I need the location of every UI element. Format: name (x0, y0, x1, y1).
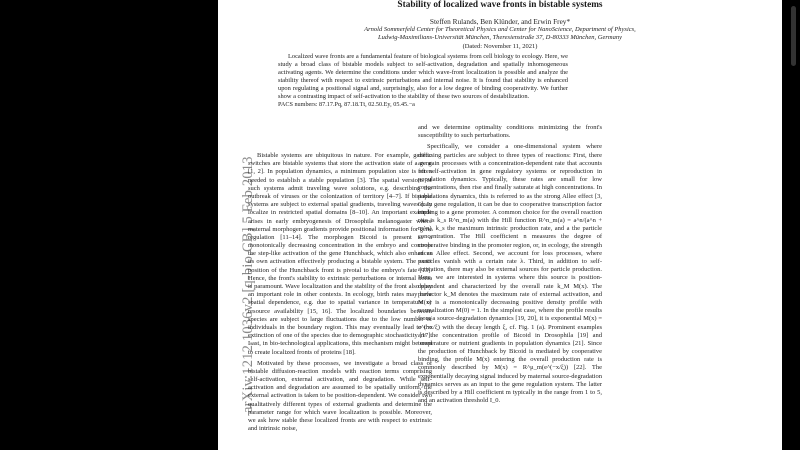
paper-authors: Steffen Rulands, Ben Klünder, and Erwin Frey* (429, 17, 571, 26)
right-column (418, 124, 602, 408)
arxiv-identifier[interactable]: arXiv:1212.1036v2 [q-bio.CB] 5 Feb 2013 (240, 156, 256, 413)
paragraph: Specifically, we consider a one-dimensional system where diffusing particles are subject to three types of reactions: First, there are gain processes with a concentration-dependent rate that accounts for self-activation in gene regulatory systems or reproduction in population dynamics. Typically, these rates are small for low concentrations, then rise and finally saturate at high concentrations. In populations dynamics, this is referred to as the strong Allee effect [3, 6]. In gene regulation, it can be due to cooperative transcription factor binding to a gene promoter. A common choice for the overall reaction rate is k_s R^n_m(a) with the Hill function R^n_m(a) = a^n/(a^n + m^n), k_s the maximum intrinsic production rate, and a the particle concentration. The Hill coefficient n measures the degree of cooperative binding in the promoter region, or, in ecology, the strength of an Allee effect. Second, we account for loss processes, where particles vanish with a certain rate λ. Third, in addition to self-activation, there may also be external sources for particle production. Here, we are interested in systems where this source is position-dependent and characterized by the overall rate k_M M(x). The prefactor k_M denotes the maximum rate of external activation, and M(x) is a monotonically decreasing positive density profile with normalization M(0) = 1. In the simplest case, where the profile results from a source-degradation dynamics [19, 20], it is exponential M(x) = e^(−x/ξ) with the decay length ξ, cf. Fig. 1 (a). Prominent examples are the concentration profile of Bicoid in Drosophila [19] and temperature or nutrient gradients in population dynamics [21]. Since the production of Hunchback by Bicoid is mediated by cooperative binding, the profile M(x) entering the overall production rate is commonly described by M(x) = R^μ_m(e^(−x/ξ)) [22]. The exponentially decaying signal induced by maternal source-degradation dynamics serves as an input to the gene regulation system. The latter is described by a Hill coefficient m typically in the range from 1 to 5, and an activation threshold I_0. (418, 143, 602, 405)
paragraph: Bistable systems are ubiquitous in nature. For example, genetic switches are bistable systems that store the activation state of a gene [1, 2]. In population dynamics, a minimum population size is often needed to establish a stable population [3]. The spatial versions of such systems admit traveling wave solutions, e.g. describing the outbreak of viruses or the colonization of territory [4–7]. If bistable systems are subject to external spatial gradients, traveling waves may localize in restricted spatial domains [8–10]. An important example arises in early embryogenesis of Drosophila melanogaster where maternal morphogen gradients provide positional information for gene regulation [11–14]. The morphogen Bicoid is present as a monotonically decreasing concentration in the embryo and controls the step-like activation of the gene Hunchback, which also enhances its own activation effectively producing a bistable system. The exact position of the Hunchback front is pivotal to the embryo's fate [13]. Hence, the front's stability to extrinsic perturbations or internal noise is paramount. Wave localization and the stability of the front also play an important role in other contexts. In ecology, birth rates may have spatial dependence, e.g. due to spatial variance in temperature or resource availability [15, 16]. The localized boundaries between species are subject to large fluctuations due to the low number of individuals in the boundary region. This may eventually lead to the extinction of one of the species due to demographic stochasticity [17]. Last, in bio-technological applications, this mechanism might be used to create localized fronts of proteins [18]. (248, 152, 432, 356)
paper-title: Stability of localized wave fronts in bistable systems (397, 0, 603, 10)
paragraph: Motivated by these processes, we investigate a broad class of bistable diffusion-reaction models with reaction terms comprising self-activation, external activation, and degradation. While self-activation and degradation are assumed to be spatially uniform, the external activation is taken to be position-dependent. We consider two qualitatively different types of external gradients and determine the parameter range for which wave localization is possible. Moreover, we ask how stable these localized fronts are with respect to extrinsic and intrinsic noise, (248, 359, 432, 433)
affiliation-line-1: Arnold Sommerfeld Center for Theoretical Physics and Center for NanoScience, Department of Physics, (364, 26, 636, 33)
paragraph: and we determine optimality conditions minimizing the front's susceptibility to such perturbations. (418, 124, 602, 140)
abstract: Localized wave fronts are a fundamental feature of biological systems from cell biology to ecology. Here, we study a broad class of bistable models subject to self-activation, degradation and spatially inhomogeneous activating agents. We determine the conditions under which wave-front localization is possible and analyze the stability thereof with respect to extrinsic perturbations and internal noise. It is found that stability is enhanced upon regulating a positional signal and, surprisingly, also for a low degree of binding cooperativity. We further show a contrasting impact of self-activation to the stability of these two sources of destabilization. (278, 53, 568, 101)
paper-affiliation (218, 26, 782, 43)
paper-date: (Dated: November 11, 2021) (462, 43, 538, 50)
vertical-scrollbar[interactable] (788, 0, 800, 450)
pacs-numbers: PACS numbers: 87.17.Pq, 87.18.Tt, 02.50.Ey, 05.45.−a (278, 101, 415, 108)
affiliation-line-2: Ludwig-Maximilians-Universität München, Theresienstraße 37, D-80333 München, Germany (377, 34, 622, 42)
left-column (248, 152, 432, 436)
pdf-page (218, 0, 782, 450)
scroll-thumb[interactable] (791, 6, 796, 66)
